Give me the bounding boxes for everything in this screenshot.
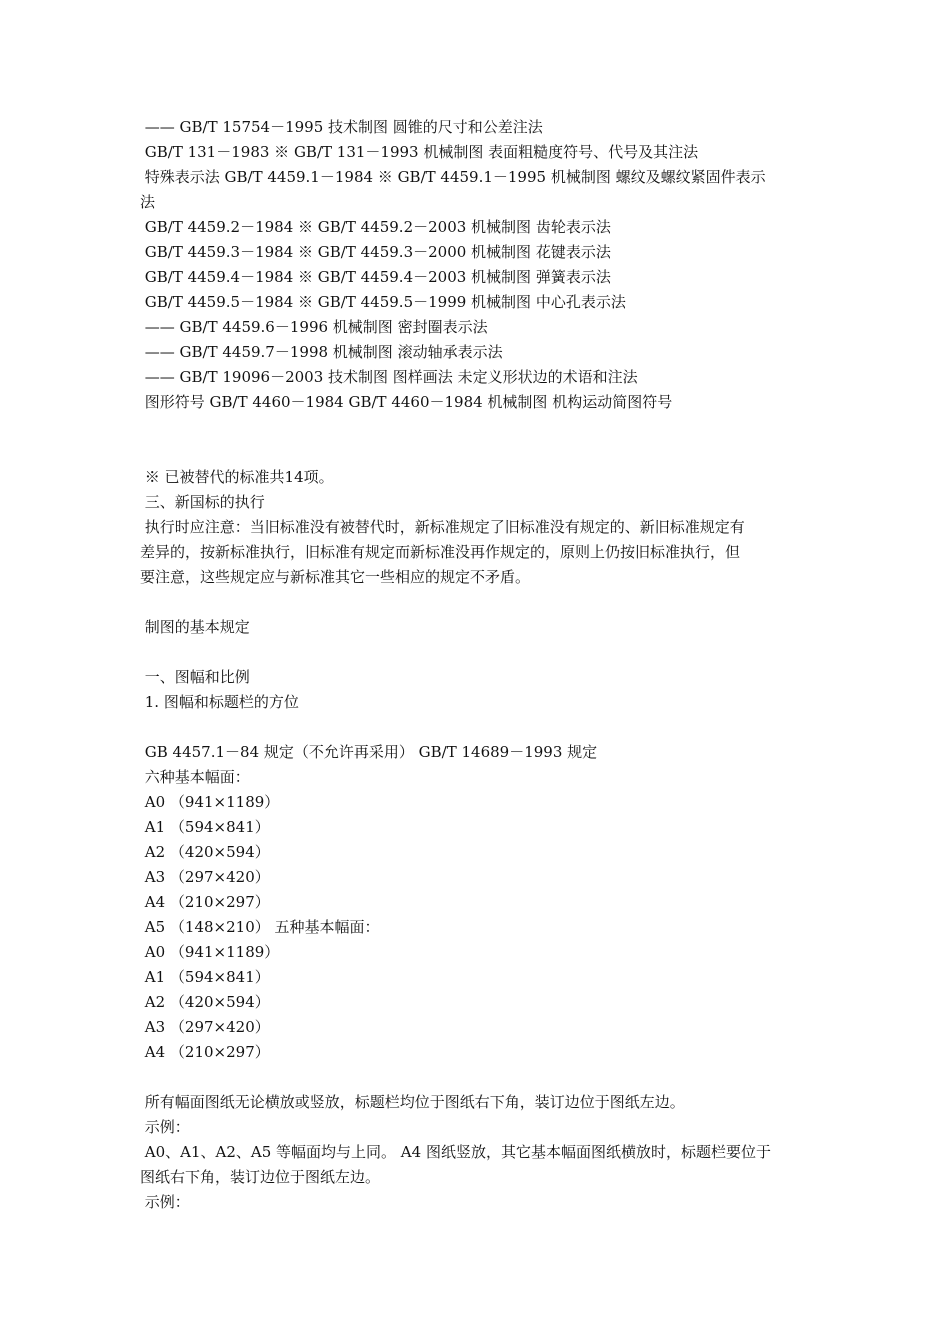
text-line: GB/T 4459.3－1984 ※ GB/T 4459.3－2000 机械制图 花键表示法 [140,243,611,261]
section-heading: 三、新国标的执行 [140,493,265,511]
section-heading: 一、图幅和比例 [140,668,250,686]
list-item: A1 （594×841） [140,968,270,986]
text-line: GB 4457.1－84 规定（不允许再采用） GB/T 14689－1993 规定 [140,743,598,761]
text-line: 图形符号 GB/T 4460－1984 GB/T 4460－1984 机械制图 机构运动简图符号 [140,393,673,411]
list-item: A2 （420×594） [140,993,270,1011]
text-line: —— GB/T 4459.6－1996 机械制图 密封圈表示法 [140,318,488,336]
text-line: 示例： [140,1193,190,1211]
list-item: A0 （941×1189） [140,943,280,961]
list-item: A5 （148×210） 五种基本幅面： [140,918,380,936]
list-item: A3 （297×420） [140,1018,270,1036]
text-line: 法 [140,193,156,211]
text-line: 特殊表示法 GB/T 4459.1－1984 ※ GB/T 4459.1－1995 机械制图 螺纹及螺纹紧固件表示 [140,168,766,186]
paragraph-line: 所有幅面图纸无论横放或竖放，标题栏均位于图纸右下角，装订边位于图纸左边。 [140,1093,685,1111]
text-line: GB/T 4459.4－1984 ※ GB/T 4459.4－2003 机械制图 弹簧表示法 [140,268,611,286]
paragraph-line: 执行时应注意：当旧标准没有被替代时，新标准规定了旧标准没有规定的、新旧标准规定有 [140,518,745,536]
text-line: GB/T 131－1983 ※ GB/T 131－1993 机械制图 表面粗糙度符号、代号及其注法 [140,143,699,161]
text-line: —— GB/T 19096－2003 技术制图 图样画法 未定义形状边的术语和注法 [140,368,638,386]
list-item: A4 （210×297） [140,893,270,911]
list-item: A0 （941×1189） [140,793,280,811]
list-item: A1 （594×841） [140,818,270,836]
text-line: 示例： [140,1118,190,1136]
section-heading: 制图的基本规定 [140,618,250,636]
list-item: A2 （420×594） [140,843,270,861]
paragraph-line: 差异的，按新标准执行，旧标准有规定而新标准没再作规定的，原则上仍按旧标准执行，但 [140,543,741,561]
text-line: GB/T 4459.2－1984 ※ GB/T 4459.2－2003 机械制图 齿轮表示法 [140,218,611,236]
text-line: —— GB/T 15754－1995 技术制图 圆锥的尺寸和公差注法 [140,118,543,136]
text-line: ※ 已被替代的标准共14项。 [140,468,334,486]
list-item: A4 （210×297） [140,1043,270,1061]
paragraph-line: 要注意，这些规定应与新标准其它一些相应的规定不矛盾。 [140,568,531,586]
paragraph-line: A0、A1、A2、A5 等幅面均与上同。 A4 图纸竖放，其它基本幅面图纸横放时，标题栏要位于 [140,1143,771,1161]
subsection-heading: 1. 图幅和标题栏的方位 [140,693,299,711]
text-line: —— GB/T 4459.7－1998 机械制图 滚动轴承表示法 [140,343,503,361]
text-line: 六种基本幅面： [140,768,250,786]
paragraph-line: 图纸右下角，装订边位于图纸左边。 [140,1168,381,1186]
list-item: A3 （297×420） [140,868,270,886]
text-line: GB/T 4459.5－1984 ※ GB/T 4459.5－1999 机械制图 中心孔表示法 [140,293,626,311]
